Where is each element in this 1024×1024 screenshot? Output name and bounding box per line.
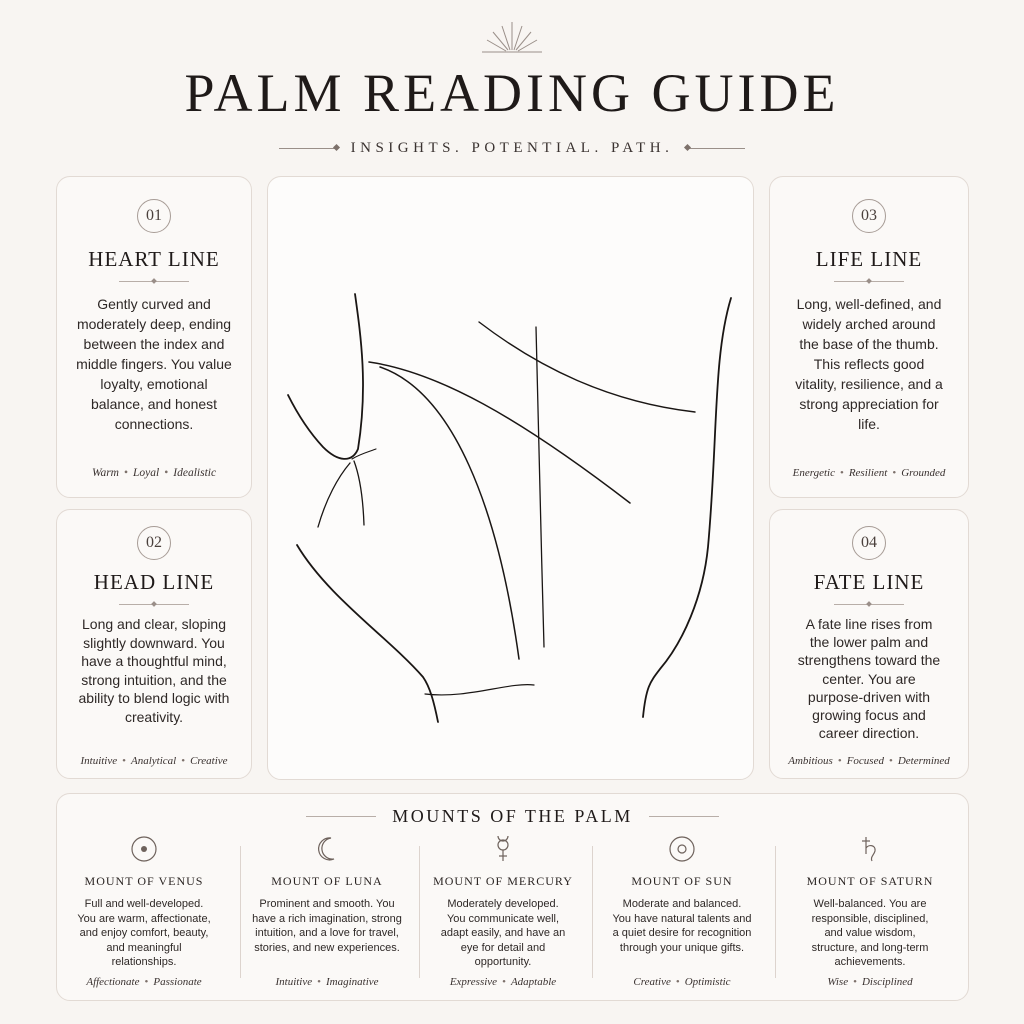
card-description: Long, well-defined, and widely arched around the base of the thumb. This reflects good vitality, resilience, and a strong appreciation for life. — [795, 296, 943, 432]
mount-mercury — [427, 834, 579, 994]
mount-luna — [249, 834, 405, 994]
mount-description: Moderate and balanced. You have natural talents and a quiet desire for recognition through your unique gifts. — [612, 898, 752, 954]
fate-line-path — [536, 327, 544, 647]
trait: Passionate — [153, 976, 202, 988]
mounts-section — [56, 793, 969, 1001]
trait: Energetic — [792, 467, 835, 479]
heart-line-path — [369, 362, 630, 503]
trait: Focused — [846, 755, 884, 767]
head-line-path — [380, 367, 519, 659]
mount-traits: Creative • Optimistic — [633, 976, 731, 988]
hand-outline-left — [288, 294, 363, 459]
mount-divider — [419, 846, 420, 978]
trait: Creative — [190, 755, 228, 767]
mount-traits: Wise • Disciplined — [827, 976, 913, 988]
hand-outline-bottom — [297, 545, 438, 722]
hand-outline-right — [643, 298, 731, 717]
trait: Wise — [827, 976, 849, 988]
card-description: Gently curved and moderately deep, ending between the index and middle fingers. You value loyalty, emotional balance, and honest connections. — [76, 296, 232, 432]
page-title: PALM READING GUIDE — [184, 63, 840, 123]
mount-description: Well-balanced. You are responsible, disciplined, and value wisdom, structure, and long-term achievements. — [811, 898, 929, 969]
card-title: HEART LINE — [88, 247, 220, 271]
trait: Intuitive — [80, 755, 118, 767]
trait: Intuitive — [275, 976, 313, 988]
card-traits: Warm • Loyal • Idealistic — [91, 467, 217, 479]
subtitle-rule-right — [687, 148, 745, 149]
card-divider — [834, 281, 904, 282]
mount-name: MOUNT OF SATURN — [806, 874, 934, 888]
heart-line-card — [56, 176, 252, 498]
mounts-title-rule-right — [649, 816, 719, 817]
card-number-badge: 01 — [137, 199, 171, 233]
mount-description: Full and well-developed. You are warm, affectionate, and enjoy comfort, beauty, and meaningful relationships. — [77, 898, 211, 969]
mount-name: MOUNT OF SUN — [631, 874, 733, 888]
mount-traits: Expressive • Adaptable — [449, 976, 557, 988]
thumb-crease-2 — [318, 463, 350, 527]
trait: Loyal — [133, 467, 160, 479]
card-number-badge: 03 — [852, 199, 886, 233]
card-number-badge: 04 — [852, 526, 886, 560]
card-traits: Energetic • Resilient • Grounded — [792, 467, 946, 479]
upper-line-path — [479, 322, 695, 412]
sun-symbol-icon — [667, 834, 697, 864]
crescent-moon-icon — [312, 834, 342, 864]
trait: Resilient — [848, 467, 888, 479]
card-divider — [834, 604, 904, 605]
mount-divider — [240, 846, 241, 978]
subtitle-rule-left — [279, 148, 337, 149]
card-title: LIFE LINE — [815, 247, 923, 271]
mount-description: Moderately developed. You communicate well, adapt easily, and have an eye for detail and opportunity. — [440, 898, 566, 969]
trait: Affectionate — [86, 976, 140, 988]
mounts-title: MOUNTS OF THE PALM — [392, 806, 633, 826]
mount-divider — [592, 846, 593, 978]
page-subtitle: INSIGHTS. POTENTIAL. PATH. — [350, 139, 674, 156]
mount-saturn — [785, 834, 955, 994]
mount-traits: Affectionate • Passionate — [86, 976, 202, 988]
card-description: A fate line rises from the lower palm and strengthens toward the center. You are purpose-driven with growing focus and career direction. — [797, 616, 941, 742]
mount-venus — [69, 834, 219, 994]
card-title: FATE LINE — [813, 570, 925, 594]
trait: Idealistic — [173, 467, 217, 479]
card-divider — [119, 604, 189, 605]
head-line-card — [56, 509, 252, 779]
trait: Imaginative — [325, 976, 379, 988]
mount-divider — [775, 846, 776, 978]
trait: Creative — [633, 976, 671, 988]
mercury-symbol-icon — [488, 834, 518, 864]
life-line-card — [769, 176, 969, 498]
card-traits: Intuitive • Analytical • Creative — [80, 755, 228, 767]
trait: Analytical — [130, 755, 177, 767]
mount-sun — [601, 834, 763, 994]
fate-line-card — [769, 509, 969, 779]
saturn-symbol-icon — [855, 834, 885, 864]
palm-line-drawing — [268, 177, 755, 781]
trait: Warm — [91, 467, 119, 479]
card-divider — [119, 281, 189, 282]
venus-circle-dot-icon — [129, 834, 159, 864]
mount-name: MOUNT OF MERCURY — [433, 874, 573, 888]
card-traits: Ambitious • Focused • Determined — [788, 755, 950, 767]
trait: Expressive — [449, 976, 498, 988]
mount-description: Prominent and smooth. You have a rich imagination, strong intuition, and a love for travel, stories, and new experiences. — [252, 898, 402, 954]
sunburst-ornament-icon — [478, 18, 546, 58]
card-number-badge: 02 — [137, 526, 171, 560]
mount-traits: Intuitive • Imaginative — [275, 976, 379, 988]
trait: Grounded — [901, 467, 946, 479]
trait: Optimistic — [684, 976, 731, 988]
subtitle-row — [0, 136, 1024, 160]
mount-name: MOUNT OF LUNA — [271, 874, 383, 888]
mounts-title-row — [57, 806, 968, 827]
trait: Disciplined — [861, 976, 913, 988]
mount-name: MOUNT OF VENUS — [84, 874, 204, 888]
mounts-title-rule-left — [306, 816, 376, 817]
card-description: Long and clear, sloping slightly downward. You have a thoughtful mind, strong intuition, and the ability to blend logic with creativity. — [78, 616, 230, 725]
card-title: HEAD LINE — [93, 570, 215, 594]
trait: Determined — [897, 755, 950, 767]
trait: Ambitious — [788, 755, 833, 767]
trait: Adaptable — [510, 976, 557, 988]
wrist-crease — [425, 685, 534, 695]
palm-illustration-card — [267, 176, 754, 780]
thumb-crease — [354, 461, 364, 525]
